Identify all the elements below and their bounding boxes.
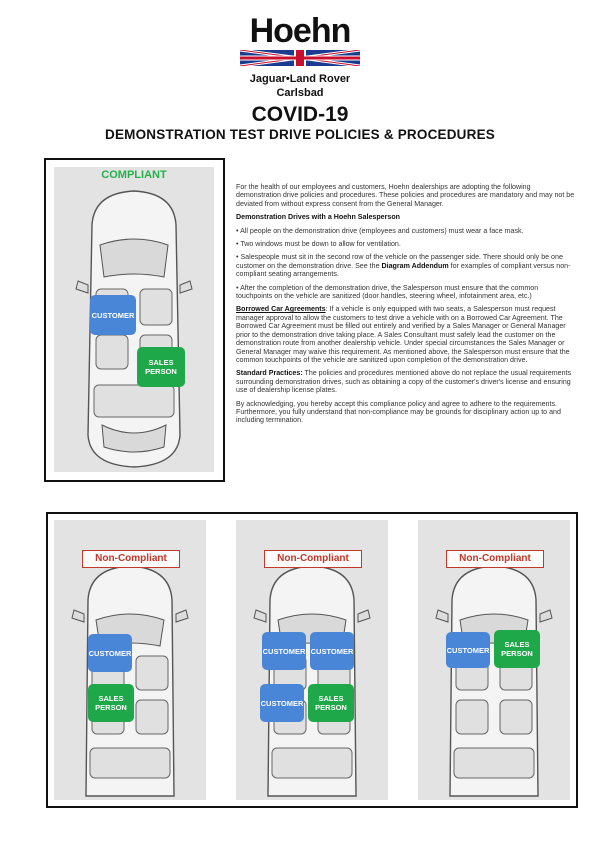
policy-bullet: • Salespeople must sit in the second row of the vehicle on the passenger side. There should only be one customer on the demonstration drive. See the Diagram Addendum for examples of compliant versus non-compliant seating arrangements. — [236, 253, 571, 279]
logo-line2: Carlsbad — [276, 87, 324, 99]
policy-bullet: • Two windows must be down to allow for ventilation. — [236, 240, 401, 249]
noncompliant-diagrams — [46, 512, 578, 808]
logo-line1: Jaguar•Land Rover — [249, 73, 351, 85]
policy-bullet: • After the completion of the demonstration drive, the Salesperson must ensure that the common touchpoints on the vehicle are sanitized (door handles, steering wheel, infotainment area, etc.) — [236, 283, 539, 301]
policy-intro: For the health of our employees and customers, Hoehn dealerships are adopting the following demonstration drive policies and procedures. These policies and procedures are mandatory and may not be deviated from without express consent from the General Manager. — [236, 183, 575, 208]
page-title: COVID-19 — [251, 103, 349, 126]
compliant-diagram — [44, 158, 225, 482]
section-heading-borrowed-car: Borrowed Car Agreements — [236, 305, 326, 314]
customer-seat-label: CUSTOMER — [88, 634, 132, 672]
union-flag-icon — [240, 50, 360, 66]
car-top-view-icon — [250, 560, 374, 800]
noncompliant-panel-3 — [418, 520, 570, 800]
policy-text — [236, 183, 576, 430]
salesperson-seat-label: SALES PERSON — [308, 684, 354, 722]
salesperson-seat-label: SALES PERSON — [137, 347, 185, 387]
noncompliant-label: Non-Compliant — [264, 550, 362, 568]
customer-seat-label: CUSTOMER — [260, 684, 304, 722]
brand-logo — [230, 14, 370, 99]
car-top-view-icon — [68, 560, 192, 800]
section-heading-standard-practices: Standard Practices: — [236, 369, 303, 378]
noncompliant-panel-1 — [54, 520, 206, 800]
salesperson-seat-label: SALES PERSON — [494, 630, 540, 668]
car-top-view-icon — [432, 560, 556, 800]
noncompliant-panel-2 — [236, 520, 388, 800]
compliant-panel — [54, 167, 214, 472]
salesperson-seat-label: SALES PERSON — [88, 684, 134, 722]
page-subtitle: DEMONSTRATION TEST DRIVE POLICIES & PROCEDURES — [105, 127, 495, 142]
policy-bullet: • All people on the demonstration drive (employees and customers) must wear a face mask. — [236, 226, 524, 235]
customer-seat-label: CUSTOMER — [310, 632, 354, 670]
customer-seat-label: CUSTOMER — [90, 295, 136, 335]
logo-wordmark: Hoehn — [249, 12, 351, 50]
noncompliant-label: Non-Compliant — [446, 550, 544, 568]
borrowed-car-section: Borrowed Car Agreements: If a vehicle is only equipped with two seats, a Salesperson must request manager approval to allow the customers to test drive a vehicle with on a Borrowed Car Agreement. The Borrowed Car Agreement must be filled out entirely and verified by a Sales Manager or General Manager prior to the demonstration drive taking place. A Sales Consultant must safely lead the customer on the demonstration route from another dealership vehicle. Under special circumstances the Sales Manager or General Manager may waive this requirement. As mentioned above, the Salesperson must ensure that the common touchpoints of the vehicle are sanitized upon completion of the demonstration drive. — [236, 305, 570, 364]
standard-practices-section: Standard Practices: The policies and procedures mentioned above do not replace the usual requirements surrounding demonstration drives, such as obtaining a copy of the customer's driver's license and ensuring use of dealership license plates. — [236, 369, 572, 395]
customer-seat-label: CUSTOMER — [446, 632, 490, 668]
policy-closing: By acknowledging, you hereby accept this compliance policy and agree to adhere to the requirements. Furthermore, you fully understand that non-compliance may be grounds for disciplinary action up to and including termination. — [236, 399, 561, 425]
customer-seat-label: CUSTOMER — [262, 632, 306, 670]
diagram-addendum-link[interactable]: Diagram Addendum — [381, 261, 449, 270]
section-heading-demo-drives: Demonstration Drives with a Hoehn Salesperson — [236, 213, 400, 222]
noncompliant-label: Non-Compliant — [82, 550, 180, 568]
compliant-label: COMPLIANT — [101, 169, 167, 181]
